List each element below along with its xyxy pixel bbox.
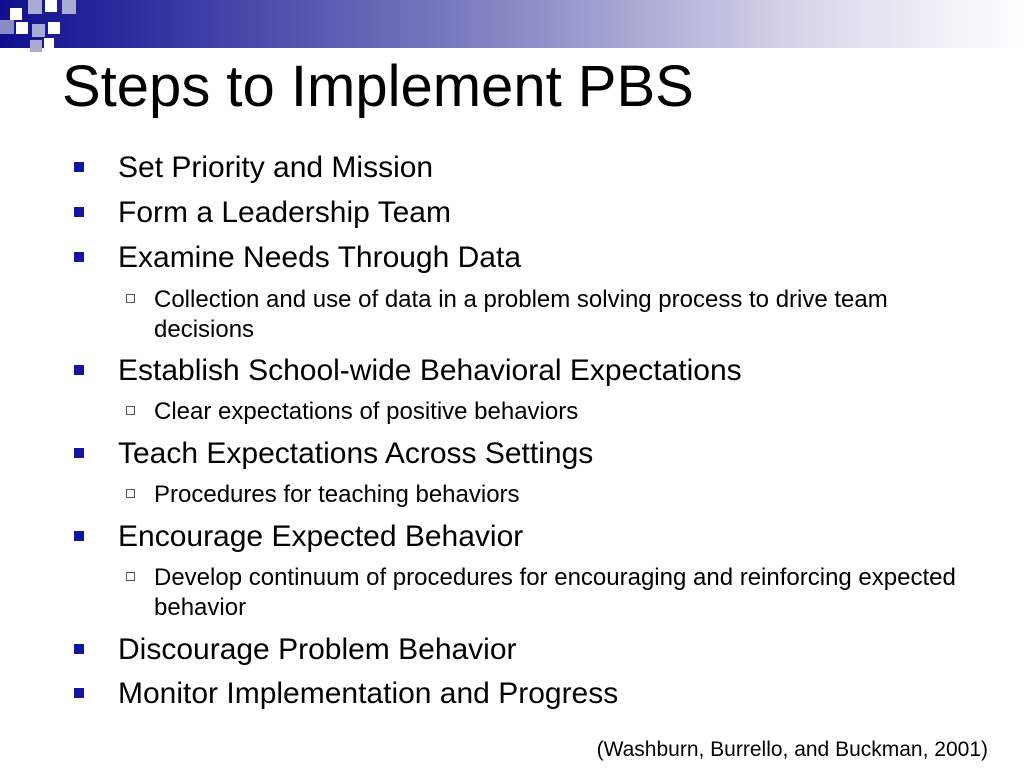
filled-square-icon: [74, 162, 84, 172]
hollow-square-icon: [126, 572, 135, 581]
filled-square-icon: [74, 644, 84, 654]
slide-title: Steps to Implement PBS: [62, 54, 694, 119]
list-item-text: Teach Expectations Across Settings: [118, 437, 594, 470]
list-item-text: Set Priority and Mission: [118, 151, 434, 184]
list-item-text: Examine Needs Through Data: [118, 241, 522, 274]
list-item-text: Monitor Implementation and Progress: [118, 677, 619, 710]
sub-list-item-text: Collection and use of data in a problem solving process to drive team decisions: [154, 286, 888, 343]
list-item-text: Form a Leadership Team: [118, 196, 451, 229]
filled-square-icon: [74, 448, 84, 458]
list-item-text: Establish School-wide Behavioral Expectations: [118, 354, 742, 387]
filled-square-icon: [74, 531, 84, 541]
hollow-square-icon: [126, 489, 135, 498]
filled-square-icon: [74, 688, 84, 698]
hollow-square-icon: [126, 294, 135, 303]
citation: (Washburn, Burrello, and Buckman, 2001): [596, 738, 988, 761]
filled-square-icon: [74, 207, 84, 217]
hollow-square-icon: [126, 406, 135, 415]
list-item-text: Discourage Problem Behavior: [118, 633, 517, 666]
sub-list-item-text: Procedures for teaching behaviors: [154, 481, 520, 508]
filled-square-icon: [74, 252, 84, 262]
sub-list-item-text: Develop continuum of procedures for encouraging and reinforcing expected behavior: [154, 564, 956, 621]
list-item-text: Encourage Expected Behavior: [118, 520, 524, 553]
filled-square-icon: [74, 365, 84, 375]
sub-list-item-text: Clear expectations of positive behaviors: [154, 398, 579, 425]
